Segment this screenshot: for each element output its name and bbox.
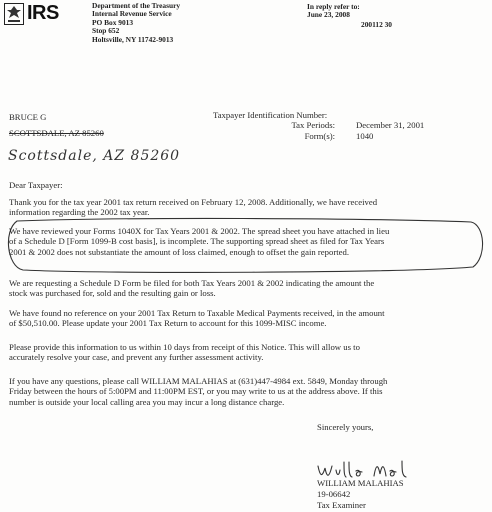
forms-label: Form(s): [304,131,335,141]
paragraph-2 [9,226,481,257]
paragraph-line: Please provide this information to us within 10 days from receipt of this Notice. This will allow us to [9,342,360,352]
paragraph-4 [9,308,481,329]
reference-number: 200112 30 [361,20,393,29]
paragraph-line: We have reviewed your Forms 1040X for Tax Years 2001 & 2002. The spread sheet you have attached in lieu [9,226,390,236]
signer-name: WILLIAM MALAHIAS [317,478,404,488]
signer-id: 19-06642 [317,489,351,499]
paragraph-6 [9,376,481,407]
agency-address [92,2,180,44]
paragraph-line: accurately resolve your case, and prevent any further assessment activity. [9,352,264,363]
paragraph-5 [9,342,481,363]
signer-title: Tax Examiner [317,500,366,510]
paragraph-line: stock was purchased for, sold and the resulting gain or loss. [9,288,216,299]
forms-value: 1040 [356,131,374,141]
irs-eagle-logo-icon [4,3,24,25]
handwritten-address: Scottsdale, AZ 85260 [8,148,181,164]
paragraph-line: We have found no reference on your 2001 Tax Return to Taxable Medical Payments received, in the amount [9,308,385,318]
salutation: Dear Taxpayer: [9,180,63,190]
paragraph-line: information regarding the 2002 tax year. [9,207,150,218]
agency-line: PO Box 9013 [92,17,134,27]
agency-line: Holtsville, NY 11742-9013 [92,34,174,44]
paragraph-1 [9,197,481,218]
reply-date: June 23, 2008 [307,10,350,20]
paragraph-3 [9,278,481,299]
taxpayer-id-label: Taxpayer Identification Number: [213,110,328,120]
paragraph-line: number is outside your local calling area you may incur a long distance charge. [9,396,285,407]
tax-periods-label: Tax Periods: [291,120,335,130]
recipient-name: BRUCE G [9,112,47,122]
irs-logo-text: IRS [27,2,59,24]
paragraph-line: Friday between the hours of 5:00PM and 11:00PM EST, or you may write to us at the address above. If this [9,386,383,397]
reply-label: In reply refer to: [307,2,360,11]
paragraph-line: If you have any questions, please call WILLIAM MALAHIAS at (631)447-4984 ext. 5849, Monday through [9,376,388,386]
reply-block [307,3,360,20]
valediction: Sincerely yours, [317,422,374,432]
agency-line: Internal Revenue Service [92,9,172,19]
paragraph-line: of a Schedule D [Form 1099-B cost basis], is incomplete. The supporting spread sheet as filed for Tax Years [9,236,385,247]
paragraph-line: Thank you for the tax year 2001 tax return received on February 12, 2008. Additionally, we have received [9,197,378,207]
agency-line: Department of the Treasury [92,1,181,10]
recipient-old-address: SCOTTSDALE, AZ 85260 [9,128,104,138]
paragraph-line: 2001 & 2002 does not substantiate the amount of loss claimed, enough to offset the gain reported. [9,246,350,257]
tax-periods-value: December 31, 2001 [356,120,425,130]
agency-line: Stop 652 [92,26,120,36]
paragraph-line: We are requesting a Schedule D Form be filed for both Tax Years 2001 & 2002 indicating the amount the [9,278,375,288]
paragraph-line: of $50,510.00. Please update your 2001 Tax Return to account for this 1099-MISC income. [9,318,327,329]
